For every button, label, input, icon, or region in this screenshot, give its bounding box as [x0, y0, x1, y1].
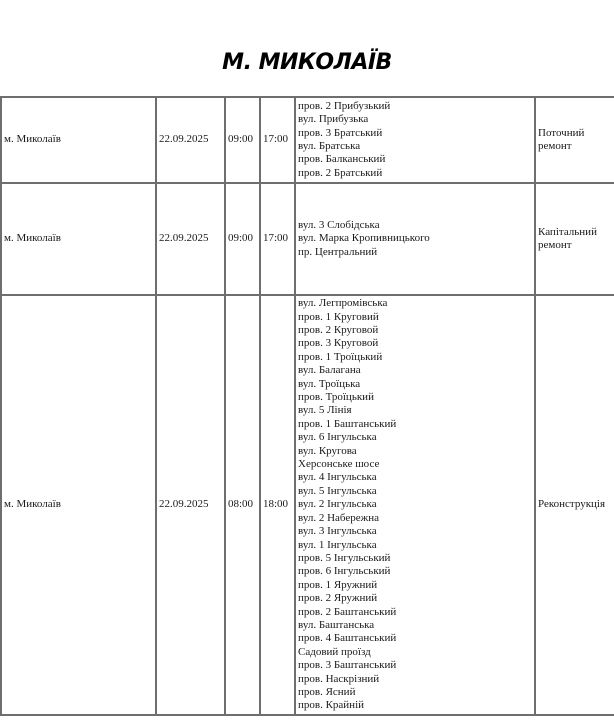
street-item: вул. 2 Набережна — [298, 511, 379, 524]
street-item: вул. 3 Слобідська — [298, 218, 380, 231]
city-cell: м. Миколаїв — [1, 183, 156, 295]
end-time-cell: 18:00 — [260, 295, 295, 715]
work-type-line: Капітальний — [538, 225, 597, 238]
start-time-cell: 08:00 — [225, 295, 260, 715]
date-cell: 22.09.2025 — [156, 295, 225, 715]
work-type-line: ремонт — [538, 239, 572, 251]
date-cell: 22.09.2025 — [156, 183, 225, 295]
street-item: вул. Марка Кропивницького — [298, 232, 430, 245]
street-item: пров. 1 Баштанський — [298, 417, 397, 430]
street-item: вул. Баштанська — [298, 618, 375, 631]
work-type-cell — [535, 295, 614, 715]
work-type-cell — [535, 97, 614, 183]
streets-cell — [295, 97, 535, 183]
start-time-cell: 09:00 — [225, 183, 260, 295]
street-item: вул. 4 Інгульська — [298, 471, 377, 484]
page-title: М. МИКОЛАЇВ — [222, 50, 392, 75]
street-item: пров. 2 Круговой — [298, 324, 379, 337]
street-item: вул. 5 Інгульська — [298, 484, 377, 497]
end-time-cell: 17:00 — [260, 183, 295, 295]
street-item: пров. 3 Братський — [298, 126, 383, 139]
end-time-cell: 17:00 — [260, 97, 295, 183]
streets-cell — [295, 183, 535, 295]
street-item: пров. 1 Круговий — [298, 310, 379, 323]
street-item: вул. Прибузька — [298, 113, 369, 126]
street-item: пр. Центральний — [298, 245, 378, 258]
work-type-line: ремонт — [538, 140, 572, 152]
street-item: пров. 5 Інгульський — [298, 551, 391, 564]
street-item: вул. Легпромівська — [298, 297, 388, 310]
street-item: пров. Наскрізний — [298, 672, 380, 685]
streets-cell — [295, 295, 535, 715]
street-item: пров. 2 Прибузький — [298, 99, 391, 112]
street-item: вул. 2 Інгульська — [298, 498, 377, 511]
street-item: вул. Балагана — [298, 364, 361, 377]
street-item: пров. 4 Баштанський — [298, 632, 397, 645]
street-item: Херсонське шосе — [298, 458, 380, 471]
city-cell: м. Миколаїв — [1, 97, 156, 183]
street-item: вул. 3 Інгульська — [298, 525, 377, 538]
street-item: вул. 1 Інгульська — [298, 538, 377, 551]
street-item: пров. Крайній — [298, 699, 365, 712]
outage-schedule-table — [0, 96, 614, 716]
street-item: пров. 1 Яружний — [298, 578, 378, 591]
street-item: пров. 3 Круговой — [298, 337, 379, 350]
work-type-cell — [535, 183, 614, 295]
street-item: пров. 2 Яружний — [298, 592, 378, 605]
street-item: вул. Кругова — [298, 444, 357, 457]
street-item: вул. Троїцька — [298, 377, 361, 390]
street-item: пров. 6 Інгульський — [298, 565, 391, 578]
work-type-line: Реконструкція — [538, 498, 606, 511]
street-item: пров. 3 Баштанський — [298, 659, 397, 672]
street-item: Садовий проїзд — [298, 645, 371, 658]
work-type-line: Поточний — [538, 126, 585, 139]
street-item: пров. Троїцький — [298, 391, 374, 404]
table-row — [1, 295, 614, 715]
city-cell: м. Миколаїв — [1, 295, 156, 715]
street-item: пров. 2 Братський — [298, 166, 383, 179]
date-cell: 22.09.2025 — [156, 97, 225, 183]
street-item: пров. Ясний — [298, 685, 356, 698]
street-item: пров. 2 Баштанський — [298, 605, 397, 618]
table-row — [1, 97, 614, 183]
start-time-cell: 09:00 — [225, 97, 260, 183]
street-item: вул. 6 Інгульська — [298, 431, 377, 444]
table-row — [1, 183, 614, 295]
street-item: пров. Балканський — [298, 153, 386, 166]
street-item: пров. 1 Троїцький — [298, 350, 383, 363]
street-item: вул. Братська — [298, 140, 361, 152]
street-item: вул. 5 Лінія — [298, 404, 352, 417]
